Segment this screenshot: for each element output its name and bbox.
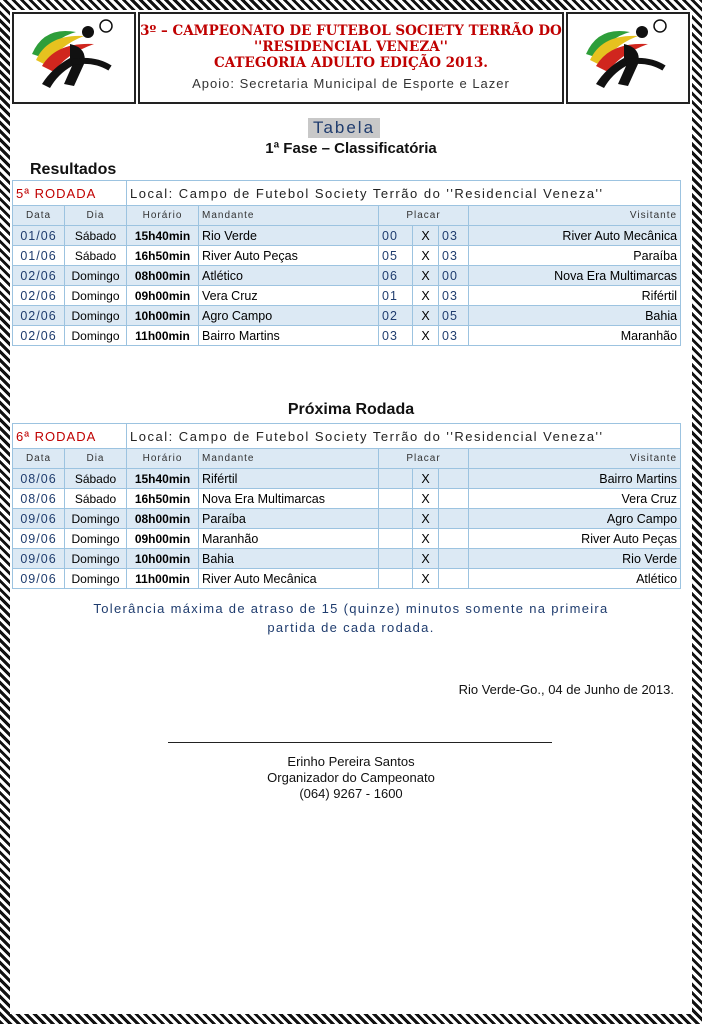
score-separator: X: [413, 246, 439, 266]
col-dia: Dia: [65, 206, 127, 226]
away-team: Paraíba: [469, 246, 681, 266]
header-line-3: CATEGORIA ADULTO EDIÇÃO 2013.: [214, 55, 488, 71]
away-team: Bairro Martins: [469, 469, 681, 489]
round-5-table: [12, 180, 681, 346]
match-date: 08/06: [13, 469, 65, 489]
away-score: 03: [439, 246, 469, 266]
table-row: [13, 246, 681, 266]
round-location: Local: Campo de Futebol Society Terrão do ''Residencial Veneza'': [127, 181, 681, 206]
signature-role: Organizador do Campeonato: [267, 770, 435, 785]
match-time: 11h00min: [127, 326, 199, 346]
score-separator: X: [413, 226, 439, 246]
away-team: Nova Era Multimarcas: [469, 266, 681, 286]
col-visitante: Visitante: [469, 206, 681, 226]
home-score: [379, 529, 413, 549]
away-team: Bahia: [469, 306, 681, 326]
match-time: 08h00min: [127, 509, 199, 529]
header-line-2: ''RESIDENCIAL VENEZA'': [254, 39, 448, 55]
table-row: [13, 549, 681, 569]
match-date: 02/06: [13, 306, 65, 326]
match-time: 08h00min: [127, 266, 199, 286]
col-placar: Placar: [379, 206, 469, 226]
away-score: 03: [439, 226, 469, 246]
away-team: Vera Cruz: [469, 489, 681, 509]
home-score: [379, 469, 413, 489]
score-separator: X: [413, 286, 439, 306]
score-separator: X: [413, 326, 439, 346]
place-date: Rio Verde-Go., 04 de Junho de 2013.: [458, 682, 674, 697]
home-score: [379, 569, 413, 589]
home-team: Bairro Martins: [199, 326, 379, 346]
match-time: 16h50min: [127, 246, 199, 266]
match-day: Domingo: [65, 286, 127, 306]
away-score: [439, 489, 469, 509]
match-date: 02/06: [13, 326, 65, 346]
table-row: [13, 509, 681, 529]
match-time: 10h00min: [127, 549, 199, 569]
match-date: 01/06: [13, 226, 65, 246]
home-score: 06: [379, 266, 413, 286]
table-row: [13, 326, 681, 346]
home-score: 03: [379, 326, 413, 346]
table-row: [13, 286, 681, 306]
match-date: 09/06: [13, 529, 65, 549]
col-mandante: Mandante: [199, 206, 379, 226]
home-score: 01: [379, 286, 413, 306]
away-team: Rio Verde: [469, 549, 681, 569]
home-team: Paraíba: [199, 509, 379, 529]
table-row: [13, 306, 681, 326]
home-score: 02: [379, 306, 413, 326]
match-date: 02/06: [13, 266, 65, 286]
round-6-table: [12, 423, 681, 589]
away-score: [439, 529, 469, 549]
home-score: [379, 509, 413, 529]
col-mandante: Mandante: [199, 449, 379, 469]
header-apoio: Apoio: Secretaria Municipal de Esporte e Lazer: [192, 76, 510, 91]
match-day: Domingo: [65, 529, 127, 549]
signature-line: [168, 742, 552, 743]
round-label: 5ª RODADA: [13, 181, 127, 206]
match-day: Domingo: [65, 306, 127, 326]
signature-block: [10, 754, 692, 802]
score-separator: X: [413, 306, 439, 326]
table-row: [13, 489, 681, 509]
match-date: 08/06: [13, 489, 65, 509]
round-5-rows: [13, 226, 681, 346]
match-time: 09h00min: [127, 529, 199, 549]
page: [10, 10, 692, 1014]
col-horario: Horário: [127, 206, 199, 226]
score-separator: X: [413, 509, 439, 529]
match-day: Domingo: [65, 509, 127, 529]
match-day: Domingo: [65, 549, 127, 569]
col-data: Data: [13, 449, 65, 469]
away-score: 05: [439, 306, 469, 326]
match-date: 09/06: [13, 569, 65, 589]
home-score: 00: [379, 226, 413, 246]
home-team: Atlético: [199, 266, 379, 286]
table-row: [13, 529, 681, 549]
away-score: [439, 469, 469, 489]
match-day: Sábado: [65, 469, 127, 489]
home-team: River Auto Peças: [199, 246, 379, 266]
match-date: 02/06: [13, 286, 65, 306]
away-team: River Auto Peças: [469, 529, 681, 549]
match-day: Sábado: [65, 489, 127, 509]
col-horario: Horário: [127, 449, 199, 469]
away-score: [439, 569, 469, 589]
phase-title: 1ª Fase – Classificatória: [265, 140, 437, 157]
signature-phone: (064) 9267 - 1600: [299, 786, 403, 801]
round-location: Local: Campo de Futebol Society Terrão do ''Residencial Veneza'': [127, 424, 681, 449]
match-time: 15h40min: [127, 469, 199, 489]
home-score: [379, 549, 413, 569]
match-time: 09h00min: [127, 286, 199, 306]
round-6-rows: [13, 469, 681, 589]
col-data: Data: [13, 206, 65, 226]
match-day: Domingo: [65, 326, 127, 346]
match-date: 09/06: [13, 509, 65, 529]
away-team: Atlético: [469, 569, 681, 589]
header-line-1: 3º – CAMPEONATO DE FUTEBOL SOCIETY TERRÃO DO: [140, 23, 562, 39]
table-row: [13, 469, 681, 489]
home-score: [379, 489, 413, 509]
soccer-player-logo-icon: [12, 12, 136, 104]
score-separator: X: [413, 529, 439, 549]
away-team: Maranhão: [469, 326, 681, 346]
away-team: Rifértil: [469, 286, 681, 306]
table-row: [13, 266, 681, 286]
home-team: Rifértil: [199, 469, 379, 489]
away-score: 00: [439, 266, 469, 286]
tolerance-note: Tolerância máxima de atraso de 15 (quinze) minutos somente na primeira partida de cada rodada.: [93, 601, 609, 635]
home-score: 05: [379, 246, 413, 266]
home-team: Agro Campo: [199, 306, 379, 326]
next-round-heading: Próxima Rodada: [287, 401, 415, 418]
score-separator: X: [413, 549, 439, 569]
match-time: 15h40min: [127, 226, 199, 246]
header-title-box: [138, 12, 564, 104]
score-separator: X: [413, 489, 439, 509]
match-day: Domingo: [65, 569, 127, 589]
table-row: [13, 569, 681, 589]
match-day: Sábado: [65, 226, 127, 246]
match-date: 01/06: [13, 246, 65, 266]
signature-name: Erinho Pereira Santos: [287, 754, 415, 769]
col-visitante: Visitante: [469, 449, 681, 469]
home-team: Rio Verde: [199, 226, 379, 246]
home-team: River Auto Mecânica: [199, 569, 379, 589]
tabela-label: Tabela: [308, 118, 380, 138]
match-time: 16h50min: [127, 489, 199, 509]
away-team: River Auto Mecânica: [469, 226, 681, 246]
home-team: Bahia: [199, 549, 379, 569]
score-separator: X: [413, 469, 439, 489]
match-day: Sábado: [65, 246, 127, 266]
table-row: [13, 226, 681, 246]
col-placar: Placar: [379, 449, 469, 469]
round-label: 6ª RODADA: [13, 424, 127, 449]
away-team: Agro Campo: [469, 509, 681, 529]
away-score: [439, 509, 469, 529]
score-separator: X: [413, 266, 439, 286]
match-date: 09/06: [13, 549, 65, 569]
away-score: 03: [439, 286, 469, 306]
home-team: Nova Era Multimarcas: [199, 489, 379, 509]
results-heading: Resultados: [30, 161, 117, 178]
home-team: Vera Cruz: [199, 286, 379, 306]
away-score: 03: [439, 326, 469, 346]
score-separator: X: [413, 569, 439, 589]
match-day: Domingo: [65, 266, 127, 286]
col-dia: Dia: [65, 449, 127, 469]
match-time: 10h00min: [127, 306, 199, 326]
home-team: Maranhão: [199, 529, 379, 549]
away-score: [439, 549, 469, 569]
match-time: 11h00min: [127, 569, 199, 589]
soccer-player-logo-icon: [566, 12, 690, 104]
